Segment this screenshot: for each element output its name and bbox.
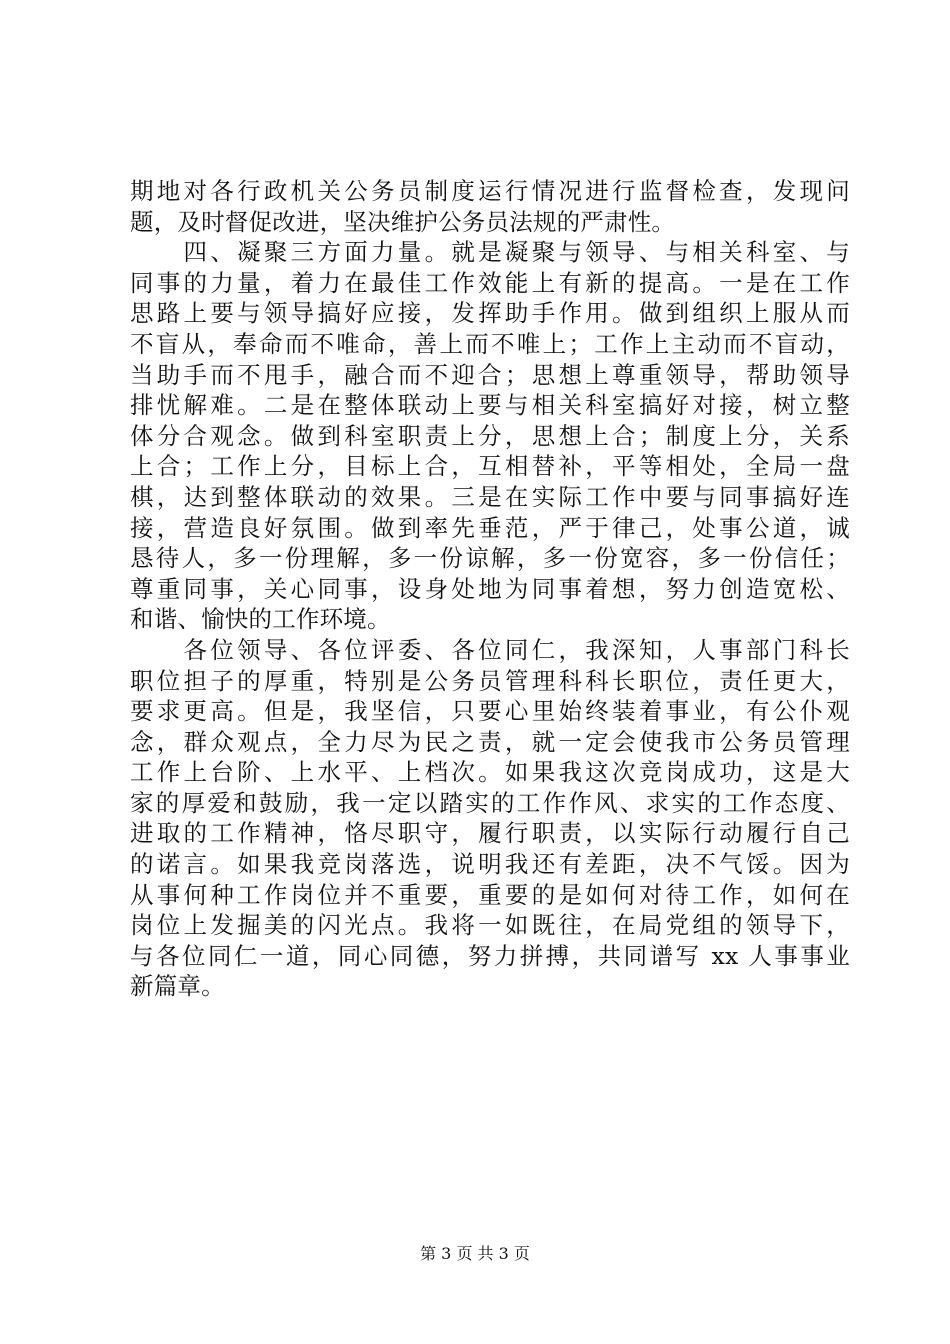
text-line: 职位担子的厚重，特别是公务员管理科科长职位，责任更大， (130, 666, 850, 695)
text-line: 与各位同仁一道，同心同德，努力拼搏，共同谱写 xx 人事事业 (130, 941, 850, 970)
text-line: 当助手而不甩手，融合而不迎合；思想上尊重领导，帮助领导 (130, 360, 850, 389)
text-line: 思路上要与领导搞好应接，发挥助手作用。做到组织上服从而 (130, 299, 850, 328)
text-line: 新篇章。 (130, 972, 225, 1001)
text-line: 各位领导、各位评委、各位同仁，我深知，人事部门科长 (130, 635, 850, 664)
document-body (130, 176, 850, 1002)
text-line: 题，及时督促改进，坚决维护公务员法规的严肃性。 (130, 207, 676, 236)
text-line: 家的厚爱和鼓励，我一定以踏实的工作作风、求实的工作态度、 (130, 788, 850, 817)
text-line: 的诺言。如果我竞岗落选，说明我还有差距，决不气馁。因为 (130, 850, 850, 879)
text-line: 棋，达到整体联动的效果。三是在实际工作中要与同事搞好连 (130, 482, 850, 511)
text-line: 恳待人，多一份理解，多一份谅解，多一份宽容，多一份信任； (130, 544, 850, 573)
text-line: 工作上台阶、上水平、上档次。如果我这次竞岗成功，这是大 (130, 758, 850, 787)
page-footer: 第 3 页 共 3 页 (420, 1244, 530, 1263)
text-line: 同事的力量，着力在最佳工作效能上有新的提高。一是在工作 (130, 268, 850, 297)
text-line: 接，营造良好氛围。做到率先垂范，严于律己，处事公道，诚 (130, 513, 850, 542)
text-line: 念，群众观点，全力尽为民之责，就一定会使我市公务员管理 (130, 727, 850, 756)
text-line: 从事何种工作岗位并不重要，重要的是如何对待工作，如何在 (130, 880, 850, 909)
text-line: 不盲从，奉命而不唯命，善上而不唯上；工作上主动而不盲动， (130, 329, 850, 358)
text-line: 和谐、愉快的工作环境。 (130, 605, 391, 634)
text-line: 四、凝聚三方面力量。就是凝聚与领导、与相关科室、与 (130, 238, 850, 267)
text-line: 进取的工作精神，恪尽职守，履行职责，以实际行动履行自己 (130, 819, 850, 848)
text-line: 尊重同事，关心同事，设身处地为同事着想，努力创造宽松、 (130, 574, 850, 603)
text-line: 期地对各行政机关公务员制度运行情况进行监督检查，发现问 (130, 177, 850, 205)
text-line: 岗位上发掘美的闪光点。我将一如既往，在局党组的领导下， (130, 911, 850, 940)
text-line: 要求更高。但是，我坚信，只要心里始终装着事业，有公仆观 (130, 697, 850, 726)
text-line: 体分合观念。做到科室职责上分，思想上合；制度上分，关系 (130, 421, 850, 450)
text-line: 排忧解难。二是在整体联动上要与相关科室搞好对接，树立整 (130, 391, 850, 420)
text-line: 上合；工作上分，目标上合，互相替补，平等相处，全局一盘 (130, 452, 850, 481)
